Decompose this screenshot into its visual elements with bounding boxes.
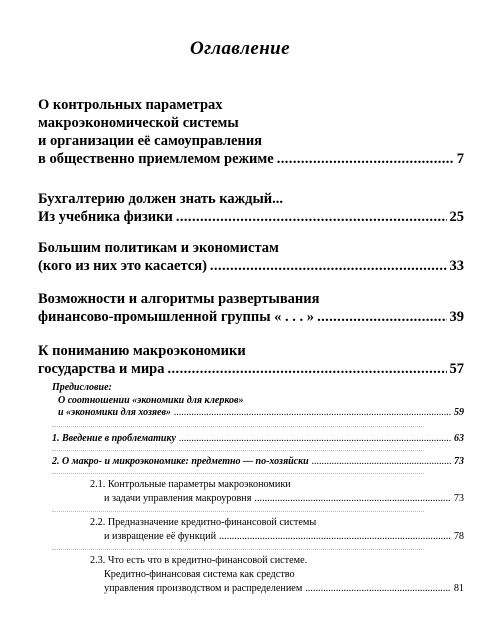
dot-leader bbox=[305, 582, 451, 596]
page-number: 39 bbox=[449, 309, 464, 325]
page-number: 57 bbox=[449, 361, 464, 377]
dot-leader bbox=[176, 208, 447, 226]
toc-subentry[interactable] bbox=[38, 456, 464, 469]
dot-leader bbox=[179, 433, 451, 446]
dot-leader bbox=[277, 150, 454, 168]
toc-entry-line: 2.2. Предназначение кредитно-финансовой системы bbox=[90, 517, 317, 528]
toc-entry-line: Бухгалтерию должен знать каждый... bbox=[38, 191, 284, 207]
toc-entry-line: Возможности и алгоритмы развертывания bbox=[38, 291, 320, 307]
toc-entry[interactable] bbox=[38, 96, 464, 168]
toc-subentry[interactable] bbox=[38, 433, 464, 446]
toc-entry-line: 2.1. Контрольные параметры макроэкономики bbox=[90, 479, 291, 490]
toc-entry-line: 1. Введение в проблематику ..... 63 bbox=[38, 433, 464, 446]
toc-subentry[interactable] bbox=[38, 382, 464, 420]
toc-entry-line: Кредитно-финансовая система как средство bbox=[104, 569, 295, 580]
toc-entry[interactable] bbox=[38, 342, 464, 378]
page-number: 33 bbox=[449, 258, 464, 274]
toc-entry-line: О соотношении «экономики для клерков» bbox=[58, 394, 244, 406]
page-number: 81 bbox=[453, 583, 464, 594]
separator-line bbox=[52, 450, 424, 451]
toc-entry[interactable] bbox=[38, 190, 464, 226]
page-number: 73 bbox=[454, 456, 464, 467]
dot-leader bbox=[210, 257, 447, 275]
separator-line bbox=[52, 549, 424, 550]
toc-entry-line: и задачи управления макроуровня ..... 73 bbox=[38, 492, 464, 506]
toc-entry-line: и извращение её функций ..... 78 bbox=[38, 530, 464, 544]
page-title: Оглавление bbox=[190, 38, 290, 59]
dot-leader bbox=[174, 407, 451, 420]
toc-entry-line: в общественно приемлемом режиме ..... 7 bbox=[38, 150, 464, 168]
dot-leader bbox=[168, 360, 447, 378]
toc-subsubentry[interactable] bbox=[38, 554, 464, 596]
toc-entry[interactable] bbox=[38, 239, 464, 275]
page-number: 78 bbox=[453, 531, 464, 542]
dot-leader bbox=[317, 308, 446, 326]
toc-entry-line: 2.3. Что есть что в кредитно-финансовой системе. bbox=[90, 555, 308, 566]
page-number: 25 bbox=[449, 209, 464, 225]
toc-entry-line: Большим политикам и экономистам bbox=[38, 240, 279, 256]
page-number: 59 bbox=[454, 407, 464, 418]
dot-leader bbox=[312, 456, 451, 469]
toc-entry-line: 2. О макро- и микроэкономике: предметно — по-хозяйски ..... 73 bbox=[38, 456, 464, 469]
toc-entry-line: Предисловие: bbox=[52, 382, 112, 393]
toc-entry-line: и «экономики для хозяев» ..... 59 bbox=[38, 407, 464, 420]
toc-entry-line: К пониманию макроэкономики bbox=[38, 343, 246, 359]
toc-entry-line: Из учебника физики ..... 25 bbox=[38, 208, 464, 226]
page-number: 63 bbox=[454, 433, 464, 444]
separator-line bbox=[52, 426, 424, 427]
toc-entry-line: управления производством и распределением ..... 81 bbox=[38, 582, 464, 596]
toc-subsubentry[interactable] bbox=[38, 478, 464, 506]
page-number: 73 bbox=[453, 493, 464, 504]
toc-entry[interactable] bbox=[38, 290, 464, 326]
toc-entry-line: (кого из них это касается) ..... 33 bbox=[38, 257, 464, 275]
toc-entry-line: О контрольных параметрах bbox=[38, 97, 223, 113]
page-number: 7 bbox=[456, 151, 464, 167]
toc-entry-line: государства и мира ..... 57 bbox=[38, 360, 464, 378]
dot-leader bbox=[254, 492, 450, 506]
toc-subsubentry[interactable] bbox=[38, 516, 464, 544]
toc-entry-line: и организации её самоуправления bbox=[38, 133, 263, 149]
separator-line bbox=[52, 511, 424, 512]
toc-entry-line: финансово-промышленной группы « . . . » ..... 39 bbox=[38, 308, 464, 326]
separator-line bbox=[52, 473, 424, 474]
toc-entry-line: макроэкономической системы bbox=[38, 115, 239, 131]
dot-leader bbox=[219, 530, 451, 544]
